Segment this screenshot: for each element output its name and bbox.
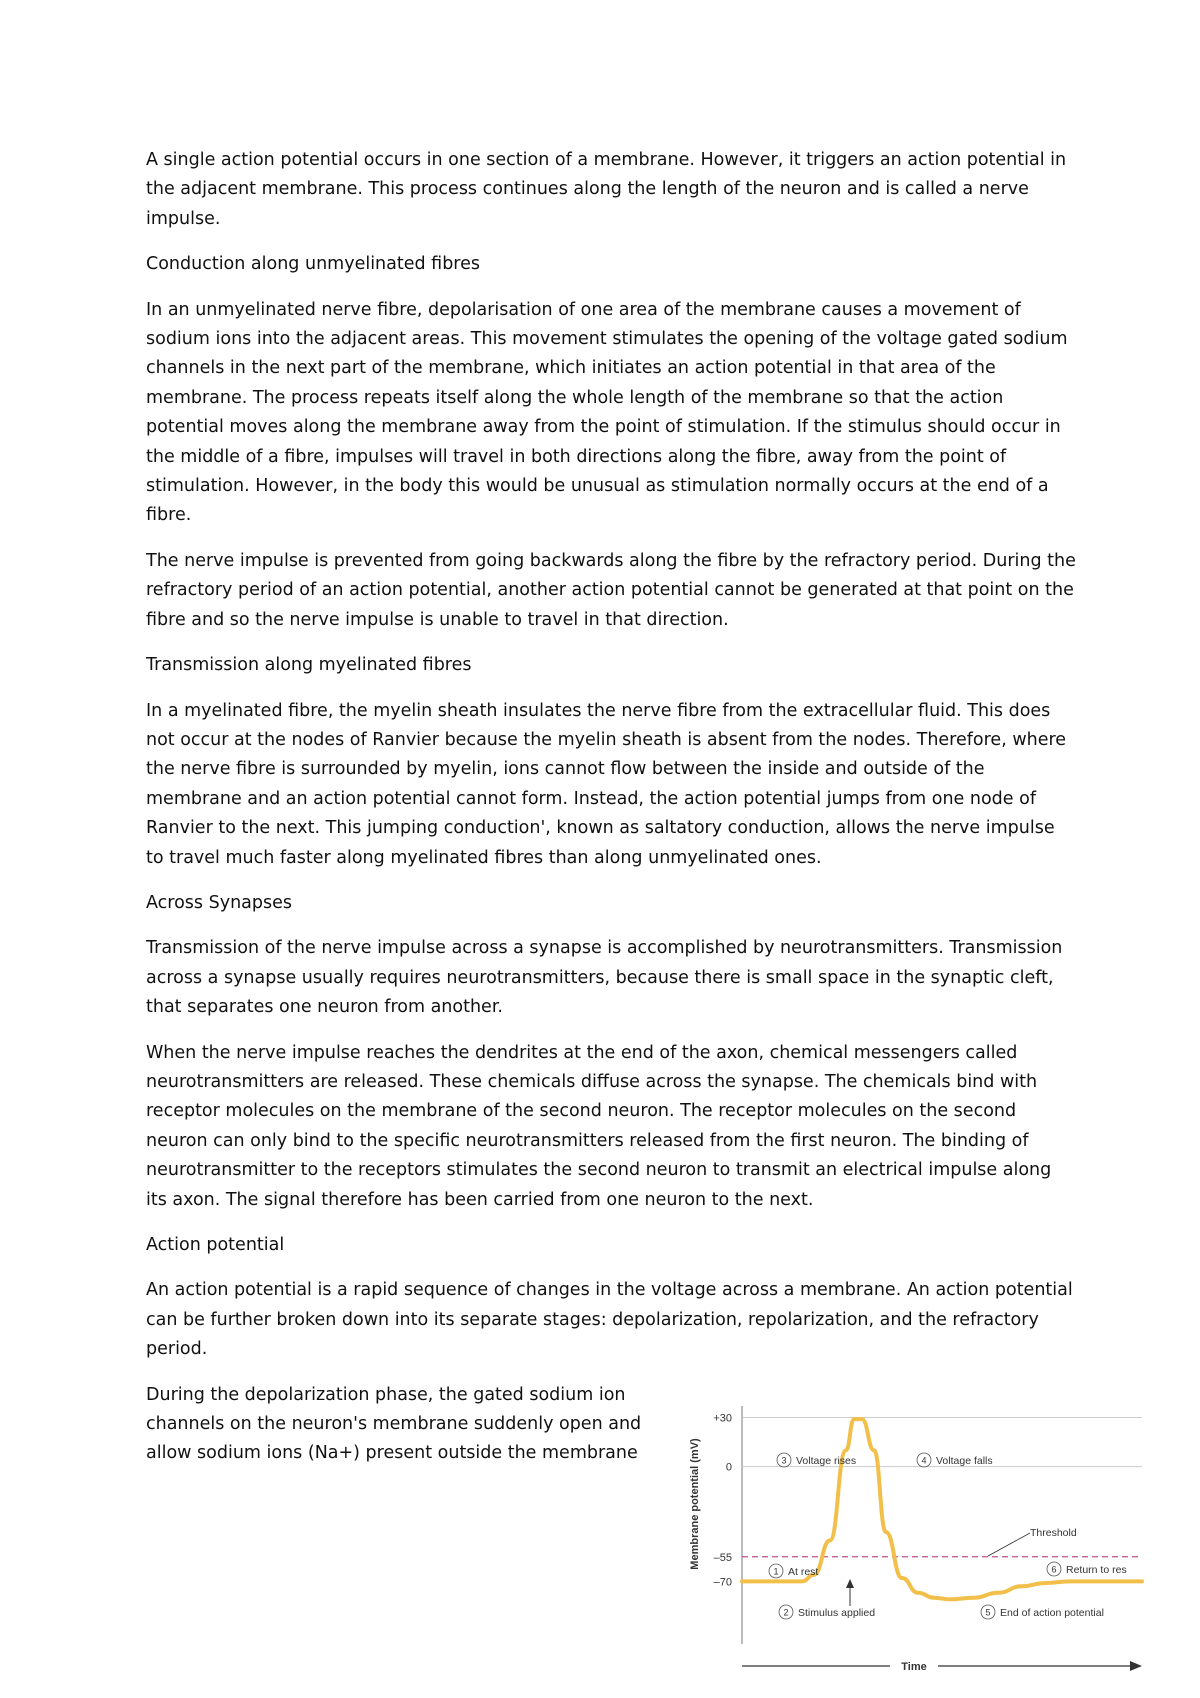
annotation-5 xyxy=(981,1605,1104,1619)
annotation-4-label: Voltage falls xyxy=(936,1455,993,1467)
annotation-6 xyxy=(1047,1562,1127,1576)
body-paragraph: Transmission of the nerve impulse across a synapse is accomplished by neurotransmitters. Transmission across a synapse usually requires neurotransmitters, because there is small space in the synaptic cleft, that separates one neuron from another. xyxy=(146,938,1063,1018)
annotation-2 xyxy=(779,1605,875,1619)
section-heading: Transmission along myelinated fibres xyxy=(146,655,472,676)
annotation-3-number: 3 xyxy=(781,1455,787,1466)
body-paragraph: During the depolarization phase, the gated sodium ion channels on the neuron's membrane suddenly open and allow sodium ions (Na+) present outside the membrane xyxy=(146,1384,642,1464)
threshold-label: Threshold xyxy=(1030,1527,1077,1539)
y-tick-label-minus70: –70 xyxy=(713,1576,732,1589)
x-axis-arrowhead xyxy=(1130,1661,1142,1671)
annotation-4-number: 4 xyxy=(921,1455,927,1466)
y-tick-label-zero: 0 xyxy=(725,1461,732,1474)
y-axis-label: Membrane potential (mV) xyxy=(689,1438,701,1570)
x-axis-label: Time xyxy=(901,1661,927,1673)
body-paragraph: A single action potential occurs in one section of a membrane. However, it triggers an action potential in the adjacent membrane. This process continues along the length of the neuron and is called a nerve impulse. xyxy=(146,150,1067,229)
annotation-1-label: At rest xyxy=(788,1566,819,1578)
annotation-2-label: Stimulus applied xyxy=(798,1607,876,1619)
section-heading: Action potential xyxy=(146,1235,285,1255)
body-paragraph: When the nerve impulse reaches the dendrites at the end of the axon, chemical messengers called neurotransmitters are released. These chemicals diffuse across the synapse. The chemicals bind with receptor molecules on the membrane of the second neuron. The receptor molecules on the second neuron can only bind to the specific neurotransmitters released from the first neuron. The binding of neurotransmitter to the receptors stimulates the second neuron to transmit an electrical impulse along its axon. The signal therefore has been carried from one neuron to the next. xyxy=(146,1042,1052,1210)
y-tick-label-minus55: –55 xyxy=(713,1551,732,1564)
y-tick-label-plus30: +30 xyxy=(713,1412,732,1425)
section-heading: Conduction along unmyelinated fibres xyxy=(146,254,480,275)
threshold-pointer xyxy=(988,1533,1030,1556)
annotation-5-number: 5 xyxy=(985,1607,991,1618)
body-paragraph: The nerve impulse is prevented from going backwards along the fibre by the refractory period. During the refractory period of an action potential, another action potential cannot be generated at that point on the fibre and so the nerve impulse is unable to travel in that direction. xyxy=(146,550,1076,630)
body-paragraph: In a myelinated fibre, the myelin sheath insulates the nerve fibre from the extracellular fluid. This does not occur at the nodes of Ranvier because the myelin sheath is absent from the nodes. Therefore, where the nerve fibre is surrounded by myelin, ions cannot flow between the inside and outside of the membrane and an action potential cannot form. Instead, the action potential jumps from one node of Ranvier to the next. This jumping conduction', known as saltatory conduction, allows the nerve impulse to travel much faster along myelinated fibres than along unmyelinated ones. xyxy=(146,700,1067,868)
document-body xyxy=(146,146,1076,1485)
annotation-1 xyxy=(769,1564,818,1578)
action-potential-chart xyxy=(680,1396,1180,1686)
annotation-5-label: End of action potential xyxy=(1000,1607,1104,1619)
body-paragraph: In an unmyelinated nerve fibre, depolarisation of one area of the membrane causes a movement of sodium ions into the adjacent areas. This movement stimulates the opening of the voltage gated sodium channels in the next part of the membrane, which initiates an action potential in that area of the membrane. The process repeats itself along the whole length of the membrane so that the action potential moves along the membrane away from the point of stimulation. If the stimulus should occur in the middle of a fibre, impulses will travel in both directions along the fibre, away from the point of stimulation. However, in the body this would be unusual as stimulation normally occurs at the end of a fibre. xyxy=(146,299,1068,526)
stimulus-arrowhead xyxy=(846,1579,854,1588)
body-paragraph: An action potential is a rapid sequence of changes in the voltage across a membrane. An action potential can be further broken down into its separate stages: depolarization, repolarization, and the refractory period. xyxy=(146,1280,1073,1360)
annotation-6-label: Return to res xyxy=(1066,1564,1127,1576)
annotation-2-number: 2 xyxy=(783,1607,789,1618)
annotation-6-number: 6 xyxy=(1051,1564,1057,1575)
annotation-1-number: 1 xyxy=(773,1566,779,1577)
annotation-3-label: Voltage rises xyxy=(796,1455,857,1467)
annotation-3 xyxy=(777,1453,856,1467)
annotation-4 xyxy=(917,1453,993,1467)
section-heading: Across Synapses xyxy=(146,892,292,913)
